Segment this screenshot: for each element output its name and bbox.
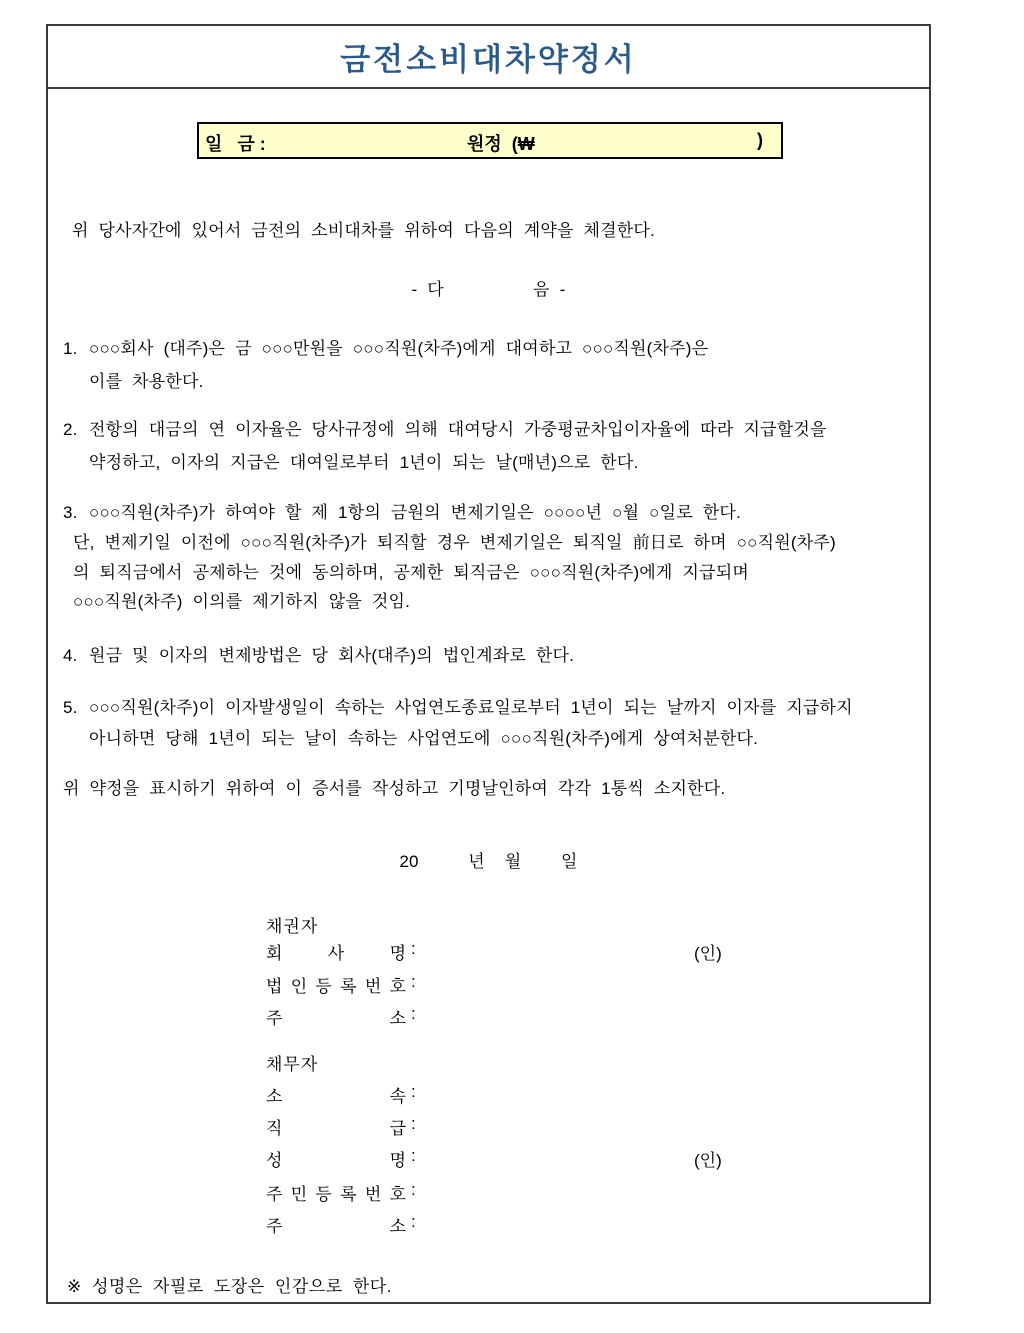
colon: : xyxy=(411,939,416,958)
item-2-text: 전항의 대금의 연 이자율은 당사규정에 의해 대여당시 가중평균차입이자율에 따라 지급할것을 xyxy=(89,420,827,439)
colon: : xyxy=(411,1082,416,1101)
daum-heading: - 다 음 - xyxy=(411,280,566,299)
debtor-row-resident-reg-number xyxy=(266,1180,416,1205)
item-4-number: 4. xyxy=(63,646,78,665)
company-name-label: 회 사 명 xyxy=(266,944,406,963)
item-5-line-1 xyxy=(63,693,853,718)
item-3-line-3: 의 퇴직금에서 공제하는 것에 동의하며, 공제한 퇴직금은 ○○○직원(차주)에게 지급되며 xyxy=(73,563,749,582)
item-3-number: 3. xyxy=(63,503,78,522)
colon: : xyxy=(411,1180,416,1199)
item-5-line-2: 아니하면 당해 1년이 되는 날이 속하는 사업연도에 ○○○직원(차주)에게 상여처분한다. xyxy=(89,729,758,748)
item-1-text: ○○○회사 (대주)은 금 ○○○만원을 ○○○직원(차주)에게 대여하고 ○○○직원(차주)은 xyxy=(89,339,709,358)
footnote-text: ※ 성명은 자필로 도장은 인감으로 한다. xyxy=(67,1277,392,1296)
item-3-line-2: 단, 변제기일 이전에 ○○○직원(차주)가 퇴직할 경우 변제기일은 퇴직일 前日로 하며 ○○직원(차주) xyxy=(73,533,836,552)
colon: : xyxy=(411,972,416,991)
position-label: 직 급 xyxy=(266,1119,406,1138)
amount-close-paren: ) xyxy=(757,130,763,150)
debtor-section-title: 채무자 xyxy=(266,1055,319,1074)
debtor-row-position xyxy=(266,1114,416,1139)
intro-text: 위 당사자간에 있어서 금전의 소비대차를 위하여 다음의 계약을 체결한다. xyxy=(72,221,655,240)
colon: : xyxy=(411,1114,416,1133)
date-line: 20 년 월 일 xyxy=(399,852,578,871)
item-1-number: 1. xyxy=(63,339,78,358)
item-4-line-1 xyxy=(63,641,574,666)
amount-label: 일 금 : xyxy=(205,134,266,154)
debtor-name-label: 성 명 xyxy=(266,1151,406,1170)
creditor-section-title: 채권자 xyxy=(266,917,319,936)
item-5-text: ○○○직원(차주)이 이자발생일이 속하는 사업연도종료일로부터 1년이 되는 날까지 이자를 지급하지 xyxy=(89,698,853,717)
item-2-line-1 xyxy=(63,415,827,440)
item-3-line-1 xyxy=(63,498,741,523)
amount-box xyxy=(197,122,783,159)
company-seal-mark: (인) xyxy=(694,944,722,963)
document-title: 금전소비대차약정서 xyxy=(340,42,637,77)
item-5-number: 5. xyxy=(63,698,78,717)
colon: : xyxy=(411,1004,416,1023)
creditor-row-corp-reg-number xyxy=(266,972,416,997)
debtor-row-department xyxy=(266,1082,416,1107)
debtor-address-label: 주 소 xyxy=(266,1217,406,1236)
item-2-number: 2. xyxy=(63,420,78,439)
creditor-row-company-name xyxy=(266,939,722,964)
colon: : xyxy=(411,1212,416,1231)
item-1-line-1 xyxy=(63,334,708,359)
corp-reg-number-label: 법 인 등 록 번 호 xyxy=(266,977,406,996)
item-3-line-4: ○○○직원(차주) 이의를 제기하지 않을 것임. xyxy=(73,592,411,611)
debtor-row-name xyxy=(266,1146,722,1171)
debtor-row-address xyxy=(266,1212,416,1237)
creditor-address-label: 주 소 xyxy=(266,1009,406,1028)
item-2-line-2: 약정하고, 이자의 지급은 대여일로부터 1년이 되는 날(매년)으로 한다. xyxy=(89,453,639,472)
department-label: 소 속 xyxy=(266,1087,406,1106)
document-header xyxy=(48,26,929,89)
closing-text: 위 약정을 표시하기 위하여 이 증서를 작성하고 기명날인하여 각각 1통씩 소지한다. xyxy=(63,779,726,798)
debtor-seal-mark: (인) xyxy=(694,1151,722,1170)
item-3-text: ○○○직원(차주)가 하여야 할 제 1항의 금원의 변제기일은 ○○○○년 ○월 ○일로 한다. xyxy=(89,503,741,522)
item-1-line-2: 이를 차용한다. xyxy=(89,372,204,391)
colon: : xyxy=(411,1146,416,1165)
amount-currency-text: 원정 (₩ xyxy=(467,134,535,154)
document-frame xyxy=(46,24,931,1304)
item-4-text: 원금 및 이자의 변제방법은 당 회사(대주)의 법인계좌로 한다. xyxy=(89,646,575,665)
resident-reg-number-label: 주 민 등 록 번 호 xyxy=(266,1185,406,1204)
creditor-row-address xyxy=(266,1004,416,1029)
